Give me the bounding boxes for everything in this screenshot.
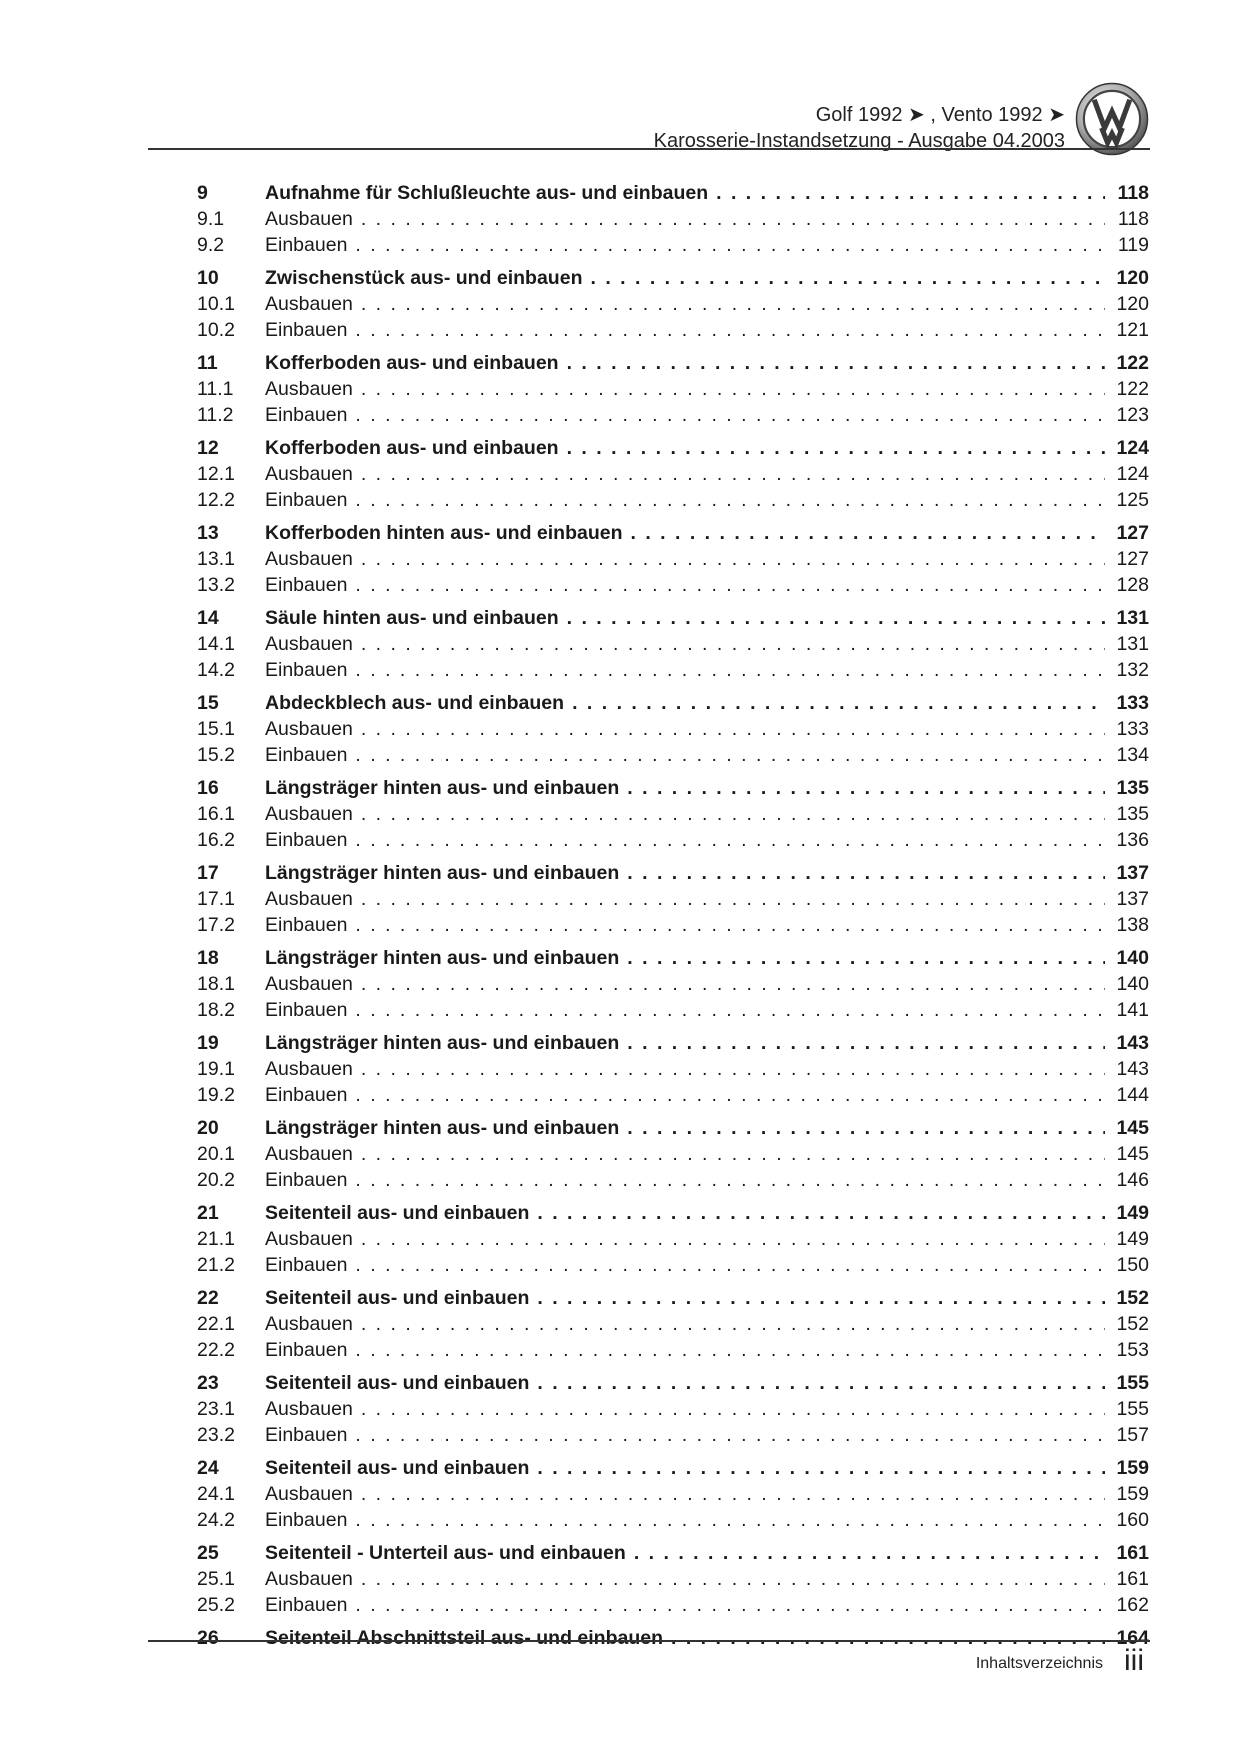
toc-entry-page: 149 xyxy=(1116,1202,1149,1224)
toc-subentry[interactable] xyxy=(197,1422,1149,1448)
toc-entry-number: 19.1 xyxy=(197,1058,235,1080)
toc-entry-title: Ausbauen xyxy=(265,888,353,910)
toc-entry-number: 19 xyxy=(197,1032,219,1054)
toc-chapter-group xyxy=(197,605,1149,690)
toc-leader-dots xyxy=(361,1311,1105,1337)
toc-subentry[interactable] xyxy=(197,206,1149,232)
toc-entry-number: 10.1 xyxy=(197,293,235,315)
toc-leader-dots xyxy=(567,435,1105,461)
toc-entry-number: 14.1 xyxy=(197,633,235,655)
toc-leader-dots xyxy=(537,1285,1105,1311)
toc-entry-title: Längsträger hinten aus- und einbauen xyxy=(265,947,620,969)
toc-leader-dots xyxy=(361,1226,1105,1252)
toc-entry-number: 13.2 xyxy=(197,574,235,596)
toc-entry-page: 149 xyxy=(1116,1228,1149,1250)
toc-entry-page: 155 xyxy=(1116,1372,1149,1394)
toc-entry-page: 119 xyxy=(1117,234,1149,256)
toc-entry-number: 21 xyxy=(197,1202,219,1224)
toc-entry-page: 160 xyxy=(1116,1509,1149,1531)
toc-subentry[interactable] xyxy=(197,1311,1149,1337)
toc-entry-number: 12 xyxy=(197,437,219,459)
toc-leader-dots xyxy=(355,487,1105,513)
toc-entry-title: Ausbauen xyxy=(265,973,353,995)
toc-entry-page: 143 xyxy=(1116,1032,1149,1054)
toc-leader-dots xyxy=(355,572,1105,598)
toc-entry-number: 20.2 xyxy=(197,1169,235,1191)
toc-leader-dots xyxy=(355,232,1105,258)
toc-subentry[interactable] xyxy=(197,1337,1149,1363)
toc-entry-number: 18.1 xyxy=(197,973,235,995)
toc-subentry[interactable] xyxy=(197,716,1149,742)
toc-subentry[interactable] xyxy=(197,1507,1149,1533)
toc-entry-page: 131 xyxy=(1116,633,1149,655)
toc-entry-number: 22.1 xyxy=(197,1313,235,1335)
toc-entry-number: 12.2 xyxy=(197,489,235,511)
toc-subentry[interactable] xyxy=(197,572,1149,598)
toc-entry-title: Aufnahme für Schlußleuchte aus- und einbauen xyxy=(265,182,709,204)
toc-entry-title: Seitenteil aus- und einbauen xyxy=(265,1457,530,1479)
toc-chapter-group xyxy=(197,1370,1149,1455)
toc-chapter-group xyxy=(197,1200,1149,1285)
toc-leader-dots xyxy=(671,1625,1105,1651)
toc-entry-title: Ausbauen xyxy=(265,293,353,315)
toc-leader-dots xyxy=(634,1540,1105,1566)
toc-leader-dots xyxy=(355,742,1105,768)
toc-leader-dots xyxy=(361,886,1105,912)
toc-entry-title: Einbauen xyxy=(265,574,348,596)
toc-entry-page: 152 xyxy=(1116,1313,1149,1335)
toc-entry-page: 120 xyxy=(1116,267,1149,289)
toc-leader-dots xyxy=(567,605,1105,631)
toc-subentry[interactable] xyxy=(197,912,1149,938)
toc-entry-number: 17 xyxy=(197,862,219,884)
toc-subentry[interactable] xyxy=(197,1396,1149,1422)
toc-leader-dots xyxy=(361,546,1105,572)
toc-entry-page: 161 xyxy=(1116,1568,1149,1590)
toc-subentry[interactable] xyxy=(197,997,1149,1023)
toc-entry-page: 131 xyxy=(1116,607,1149,629)
toc-entry-number: 26 xyxy=(197,1627,219,1649)
toc-entry-number: 14 xyxy=(197,607,219,629)
toc-subentry[interactable] xyxy=(197,1592,1149,1618)
toc-leader-dots xyxy=(361,716,1105,742)
toc-subentry[interactable] xyxy=(197,291,1149,317)
toc-leader-dots xyxy=(355,1422,1105,1448)
toc-leader-dots xyxy=(355,402,1105,428)
toc-entry-page: 150 xyxy=(1116,1254,1149,1276)
toc-entry-page: 140 xyxy=(1116,947,1149,969)
toc-subentry[interactable] xyxy=(197,631,1149,657)
toc-chapter-group xyxy=(197,180,1149,265)
toc-entry-number: 23 xyxy=(197,1372,219,1394)
toc-entry-title: Ausbauen xyxy=(265,1143,353,1165)
toc-entry-page: 133 xyxy=(1116,692,1149,714)
toc-entry-number: 24 xyxy=(197,1457,219,1479)
toc-entry-page: 136 xyxy=(1116,829,1149,851)
toc-entry-page: 118 xyxy=(1117,208,1149,230)
toc-entry-title: Einbauen xyxy=(265,1339,348,1361)
toc-leader-dots xyxy=(627,1030,1105,1056)
toc-entry-page: 132 xyxy=(1116,659,1149,681)
toc-entry-title: Einbauen xyxy=(265,1594,348,1616)
toc-entry-page: 128 xyxy=(1116,574,1149,596)
toc-entry-title: Längsträger hinten aus- und einbauen xyxy=(265,1117,620,1139)
toc-entry-page: 157 xyxy=(1116,1424,1149,1446)
toc-subentry[interactable] xyxy=(197,1082,1149,1108)
toc-leader-dots xyxy=(361,1141,1105,1167)
toc-entry-number: 14.2 xyxy=(197,659,235,681)
toc-entry-title: Einbauen xyxy=(265,999,348,1021)
toc-leader-dots xyxy=(361,631,1105,657)
toc-entry-page: 124 xyxy=(1116,463,1149,485)
toc-chapter-group xyxy=(197,520,1149,605)
toc-chapter-entry[interactable] xyxy=(197,945,1149,971)
toc-leader-dots xyxy=(355,827,1105,853)
toc-entry-page: 145 xyxy=(1116,1143,1149,1165)
header-rule xyxy=(148,148,1150,150)
toc-entry-number: 24.1 xyxy=(197,1483,235,1505)
toc-entry-title: Ausbauen xyxy=(265,1398,353,1420)
toc-leader-dots xyxy=(627,860,1105,886)
toc-entry-title: Einbauen xyxy=(265,234,348,256)
toc-entry-page: 127 xyxy=(1116,548,1149,570)
toc-entry-title: Zwischenstück aus- und einbauen xyxy=(265,267,583,289)
toc-chapter-entry[interactable] xyxy=(197,350,1149,376)
toc-entry-number: 15.2 xyxy=(197,744,235,766)
toc-entry-title: Kofferboden aus- und einbauen xyxy=(265,437,559,459)
toc-entry-number: 17.2 xyxy=(197,914,235,936)
toc-subentry[interactable] xyxy=(197,1481,1149,1507)
toc-leader-dots xyxy=(355,657,1105,683)
toc-leader-dots xyxy=(627,1115,1105,1141)
toc-entry-page: 144 xyxy=(1116,1084,1149,1106)
toc-entry-number: 23.2 xyxy=(197,1424,235,1446)
toc-chapter-group xyxy=(197,350,1149,435)
toc-leader-dots xyxy=(361,291,1105,317)
toc-entry-page: 162 xyxy=(1116,1594,1149,1616)
toc-subentry[interactable] xyxy=(197,1167,1149,1193)
toc-entry-number: 12.1 xyxy=(197,463,235,485)
toc-leader-dots xyxy=(572,690,1105,716)
toc-entry-number: 10 xyxy=(197,267,219,289)
toc-subentry[interactable] xyxy=(197,487,1149,513)
toc-leader-dots xyxy=(361,1481,1105,1507)
toc-chapter-entry[interactable] xyxy=(197,860,1149,886)
toc-entry-page: 127 xyxy=(1116,522,1149,544)
toc-subentry[interactable] xyxy=(197,1566,1149,1592)
toc-entry-page: 123 xyxy=(1116,404,1149,426)
toc-subentry[interactable] xyxy=(197,317,1149,343)
running-header xyxy=(654,102,1065,154)
toc-chapter-group xyxy=(197,860,1149,945)
toc-entry-page: 118 xyxy=(1117,182,1149,204)
toc-entry-number: 16.1 xyxy=(197,803,235,825)
toc-leader-dots xyxy=(355,1167,1105,1193)
toc-entry-number: 20.1 xyxy=(197,1143,235,1165)
toc-entry-title: Ausbauen xyxy=(265,463,353,485)
toc-subentry[interactable] xyxy=(197,1252,1149,1278)
toc-entry-title: Einbauen xyxy=(265,1424,348,1446)
toc-subentry[interactable] xyxy=(197,827,1149,853)
toc-chapter-entry[interactable] xyxy=(197,775,1149,801)
toc-entry-number: 9.2 xyxy=(197,234,225,256)
toc-entry-title: Ausbauen xyxy=(265,1483,353,1505)
toc-entry-number: 23.1 xyxy=(197,1398,235,1420)
toc-subentry[interactable] xyxy=(197,546,1149,572)
toc-entry-page: 122 xyxy=(1116,378,1149,400)
toc-chapter-entry[interactable] xyxy=(197,1285,1149,1311)
toc-entry-number: 25 xyxy=(197,1542,219,1564)
toc-chapter-entry[interactable] xyxy=(197,605,1149,631)
toc-entry-page: 137 xyxy=(1116,888,1149,910)
toc-entry-page: 125 xyxy=(1116,489,1149,511)
toc-entry-title: Ausbauen xyxy=(265,548,353,570)
toc-entry-page: 122 xyxy=(1116,352,1149,374)
footer-rule xyxy=(148,1640,1150,1642)
header-manual-line: Karosserie-Instandsetzung - Ausgabe 04.2003 xyxy=(653,130,1065,152)
toc-entry-title: Seitenteil aus- und einbauen xyxy=(265,1372,530,1394)
toc-entry-title: Seitenteil Abschnittsteil aus- und einbauen xyxy=(265,1627,663,1649)
toc-entry-number: 18.2 xyxy=(197,999,235,1021)
toc-entry-title: Kofferboden hinten aus- und einbauen xyxy=(265,522,623,544)
toc-leader-dots xyxy=(355,317,1105,343)
toc-chapter-group xyxy=(197,1285,1149,1370)
toc-chapter-group xyxy=(197,775,1149,860)
toc-entry-number: 25.2 xyxy=(197,1594,235,1616)
toc-subentry[interactable] xyxy=(197,1141,1149,1167)
toc-leader-dots xyxy=(361,1396,1105,1422)
toc-entry-number: 13.1 xyxy=(197,548,235,570)
toc-entry-page: 146 xyxy=(1116,1169,1149,1191)
toc-entry-number: 17.1 xyxy=(197,888,235,910)
toc-entry-number: 22.2 xyxy=(197,1339,235,1361)
toc-entry-number: 18 xyxy=(197,947,219,969)
toc-subentry[interactable] xyxy=(197,402,1149,428)
toc-chapter-group xyxy=(197,1115,1149,1200)
toc-leader-dots xyxy=(355,997,1105,1023)
toc-entry-number: 15 xyxy=(197,692,219,714)
toc-subentry[interactable] xyxy=(197,971,1149,997)
toc-entry-number: 16 xyxy=(197,777,219,799)
toc-leader-dots xyxy=(627,945,1105,971)
toc-leader-dots xyxy=(627,775,1105,801)
toc-subentry[interactable] xyxy=(197,461,1149,487)
toc-entry-number: 19.2 xyxy=(197,1084,235,1106)
toc-leader-dots xyxy=(355,1252,1105,1278)
header-vehicle-line: Golf 1992 ➤ , Vento 1992 ➤ xyxy=(815,104,1065,126)
toc-entry-page: 134 xyxy=(1116,744,1149,766)
toc-leader-dots xyxy=(355,1592,1105,1618)
toc-chapter-entry[interactable] xyxy=(197,1625,1149,1651)
toc-chapter-group xyxy=(197,690,1149,775)
toc-chapter-entry[interactable] xyxy=(197,1540,1149,1566)
toc-entry-page: 155 xyxy=(1116,1398,1149,1420)
toc-chapter-entry[interactable] xyxy=(197,435,1149,461)
toc-entry-number: 10.2 xyxy=(197,319,235,341)
toc-entry-page: 121 xyxy=(1116,319,1149,341)
toc-entry-title: Ausbauen xyxy=(265,1228,353,1250)
toc-entry-title: Längsträger hinten aus- und einbauen xyxy=(265,862,620,884)
toc-entry-page: 124 xyxy=(1116,437,1149,459)
toc-leader-dots xyxy=(716,180,1105,206)
toc-entry-number: 21.1 xyxy=(197,1228,235,1250)
toc-entry-number: 20 xyxy=(197,1117,219,1139)
toc-entry-page: 135 xyxy=(1116,803,1149,825)
toc-chapter-group xyxy=(197,945,1149,1030)
toc-entry-number: 16.2 xyxy=(197,829,235,851)
toc-entry-title: Einbauen xyxy=(265,914,348,936)
toc-entry-title: Einbauen xyxy=(265,829,348,851)
toc-chapter-entry[interactable] xyxy=(197,520,1149,546)
toc-chapter-group xyxy=(197,1540,1149,1625)
toc-entry-page: 135 xyxy=(1116,777,1149,799)
toc-entry-page: 159 xyxy=(1116,1483,1149,1505)
toc-leader-dots xyxy=(355,912,1105,938)
toc-entry-page: 143 xyxy=(1116,1058,1149,1080)
toc-chapter-group xyxy=(197,265,1149,350)
toc-entry-number: 25.1 xyxy=(197,1568,235,1590)
toc-entry-title: Kofferboden aus- und einbauen xyxy=(265,352,559,374)
toc-entry-number: 11.2 xyxy=(197,404,234,426)
toc-leader-dots xyxy=(590,265,1105,291)
toc-entry-title: Einbauen xyxy=(265,1254,348,1276)
toc-leader-dots xyxy=(355,1082,1105,1108)
toc-leader-dots xyxy=(361,376,1105,402)
toc-chapter-entry[interactable] xyxy=(197,1455,1149,1481)
toc-subentry[interactable] xyxy=(197,1056,1149,1082)
toc-chapter-entry[interactable] xyxy=(197,180,1149,206)
toc-entry-page: 120 xyxy=(1116,293,1149,315)
toc-entry-title: Abdeckblech aus- und einbauen xyxy=(265,692,565,714)
toc-entry-number: 21.2 xyxy=(197,1254,235,1276)
toc-chapter-group xyxy=(197,435,1149,520)
toc-entry-title: Einbauen xyxy=(265,489,348,511)
toc-entry-page: 161 xyxy=(1116,1542,1149,1564)
toc-leader-dots xyxy=(567,350,1105,376)
toc-entry-page: 159 xyxy=(1116,1457,1149,1479)
toc-entry-title: Säule hinten aus- und einbauen xyxy=(265,607,559,629)
toc-entry-page: 138 xyxy=(1116,914,1149,936)
toc-entry-page: 141 xyxy=(1116,999,1149,1021)
toc-entry-title: Ausbauen xyxy=(265,633,353,655)
toc-leader-dots xyxy=(361,1056,1105,1082)
toc-subentry[interactable] xyxy=(197,801,1149,827)
toc-entry-title: Seitenteil - Unterteil aus- und einbauen xyxy=(265,1542,626,1564)
toc-entry-number: 9.1 xyxy=(197,208,225,230)
footer-section-label: Inhaltsverzeichnis xyxy=(975,1655,1103,1672)
toc-entry-title: Seitenteil aus- und einbauen xyxy=(265,1202,530,1224)
toc-entry-number: 11 xyxy=(197,352,218,374)
toc-chapter-group xyxy=(197,1455,1149,1540)
toc-entry-title: Einbauen xyxy=(265,1084,348,1106)
toc-leader-dots xyxy=(355,1337,1105,1363)
toc-leader-dots xyxy=(361,801,1105,827)
toc-entry-title: Einbauen xyxy=(265,319,348,341)
toc-entry-title: Ausbauen xyxy=(265,1568,353,1590)
toc-leader-dots xyxy=(355,1507,1105,1533)
toc-entry-title: Einbauen xyxy=(265,744,348,766)
toc-chapter-entry[interactable] xyxy=(197,265,1149,291)
toc-chapter-entry[interactable] xyxy=(197,1370,1149,1396)
toc-entry-page: 164 xyxy=(1116,1627,1149,1649)
toc-entry-page: 152 xyxy=(1116,1287,1149,1309)
toc-chapter-entry[interactable] xyxy=(197,1200,1149,1226)
toc-subentry[interactable] xyxy=(197,232,1149,258)
toc-entry-number: 9 xyxy=(197,182,208,204)
footer-page-number: iii xyxy=(1124,1644,1144,1677)
toc-entry-page: 153 xyxy=(1116,1339,1149,1361)
toc-leader-dots xyxy=(361,971,1105,997)
toc-entry-title: Ausbauen xyxy=(265,378,353,400)
toc-chapter-entry[interactable] xyxy=(197,690,1149,716)
toc-entry-title: Ausbauen xyxy=(265,208,353,230)
table-of-contents xyxy=(197,180,1149,1658)
toc-entry-title: Längsträger hinten aus- und einbauen xyxy=(265,777,620,799)
toc-leader-dots xyxy=(537,1455,1105,1481)
toc-subentry[interactable] xyxy=(197,886,1149,912)
toc-entry-title: Einbauen xyxy=(265,659,348,681)
toc-entry-page: 145 xyxy=(1116,1117,1149,1139)
toc-leader-dots xyxy=(361,1566,1105,1592)
toc-leader-dots xyxy=(537,1370,1105,1396)
toc-entry-title: Längsträger hinten aus- und einbauen xyxy=(265,1032,620,1054)
toc-chapter-entry[interactable] xyxy=(197,1030,1149,1056)
toc-leader-dots xyxy=(361,461,1105,487)
toc-entry-title: Einbauen xyxy=(265,404,348,426)
toc-subentry[interactable] xyxy=(197,376,1149,402)
toc-leader-dots xyxy=(361,206,1105,232)
toc-entry-title: Ausbauen xyxy=(265,1313,353,1335)
toc-leader-dots xyxy=(631,520,1106,546)
toc-chapter-group xyxy=(197,1030,1149,1115)
toc-entry-number: 15.1 xyxy=(197,718,235,740)
toc-entry-number: 13 xyxy=(197,522,219,544)
toc-entry-title: Einbauen xyxy=(265,1509,348,1531)
toc-entry-page: 137 xyxy=(1116,862,1149,884)
toc-entry-number: 22 xyxy=(197,1287,219,1309)
toc-subentry[interactable] xyxy=(197,1226,1149,1252)
toc-leader-dots xyxy=(537,1200,1105,1226)
toc-entry-page: 140 xyxy=(1116,973,1149,995)
toc-entry-number: 11.1 xyxy=(197,378,234,400)
toc-entry-title: Einbauen xyxy=(265,1169,348,1191)
toc-entry-title: Seitenteil aus- und einbauen xyxy=(265,1287,530,1309)
toc-entry-title: Ausbauen xyxy=(265,718,353,740)
toc-entry-page: 133 xyxy=(1116,718,1149,740)
toc-entry-title: Ausbauen xyxy=(265,1058,353,1080)
toc-subentry[interactable] xyxy=(197,657,1149,683)
toc-subentry[interactable] xyxy=(197,742,1149,768)
vw-logo-icon xyxy=(1075,82,1149,156)
toc-chapter-entry[interactable] xyxy=(197,1115,1149,1141)
toc-entry-number: 24.2 xyxy=(197,1509,235,1531)
toc-entry-title: Ausbauen xyxy=(265,803,353,825)
